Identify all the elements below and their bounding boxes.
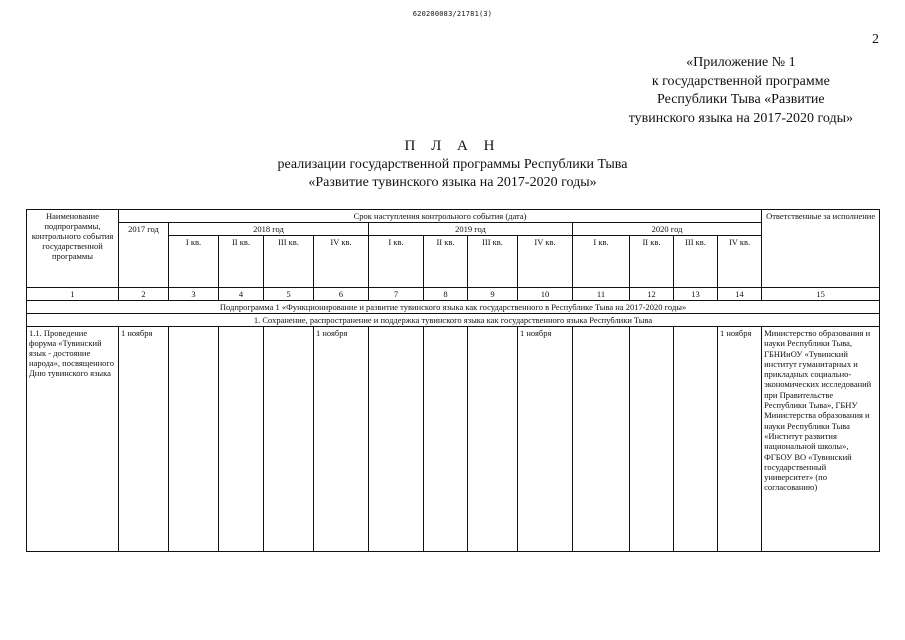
quarter-header: III кв. [264,236,314,288]
column-number: 7 [369,288,424,301]
empty-cell [219,327,264,552]
quarter-header: II кв. [424,236,468,288]
appendix-heading [629,54,853,128]
quarter-header: I кв. [169,236,219,288]
plan-subtitle [0,156,905,192]
column-number: 1 [27,288,119,301]
deadline-header: Срок наступления контрольного события (дата) [119,210,762,223]
header-row [27,210,880,223]
column-number: 5 [264,288,314,301]
subprogram-title: Подпрограмма 1 «Функционирование и развитие тувинского языка как государственного в Республике Тыва на 2017-2020 годы» [27,301,880,314]
column-number: 14 [718,288,762,301]
plan-subtitle-line: «Развитие тувинского языка на 2017-2020 годы» [308,175,597,190]
quarter-header: I кв. [369,236,424,288]
plan-title: П Л А Н [404,138,501,154]
empty-cell [424,327,468,552]
empty-cell [630,327,674,552]
plan-table [26,209,880,552]
responsible-header: Ответственные за исполнение [762,210,880,288]
quarter-header: IV кв. [518,236,573,288]
quarter-header: II кв. [219,236,264,288]
section-row [27,314,880,327]
column-number: 15 [762,288,880,301]
empty-cell [468,327,518,552]
subprogram-row [27,301,880,314]
empty-cell [573,327,630,552]
column-number: 12 [630,288,674,301]
document-id: 620200083/21781(3) [412,10,493,18]
responsible-parties: Министерство образования и науки Республики Тыва, ГБНИиОУ «Тувинский институт гуманитарных и прикладных социально-экономических исследований при Правительстве Республики Тыва», ГБНУ Министерства образования и науки Республики Тыва «Институт развития национальной школы», ФГБОУ ВО «Тувинский государственный университет» (по согласованию) [762,327,880,552]
appendix-line: Республики Тыва «Развитие [657,92,825,107]
plan-subtitle-line: реализации государственной программы Республики Тыва [277,157,628,172]
column-number: 4 [219,288,264,301]
date-2017: 1 ноября [119,327,169,552]
year-2020-header: 2020 год [573,223,762,236]
year-2017-header: 2017 год [119,223,169,288]
quarter-header: III кв. [674,236,718,288]
event-name: 1.1. Проведение форума «Тувинский язык - достояние народа», посвященного Дню тувинского языка [27,327,119,552]
page-number: 2 [872,32,879,47]
empty-cell [369,327,424,552]
date-2018-q4: 1 ноября [314,327,369,552]
name-column-header: Наименование подпрограммы, контрольного события государственной программы [27,210,119,288]
quarter-header: I кв. [573,236,630,288]
quarter-header: IV кв. [314,236,369,288]
column-number: 10 [518,288,573,301]
appendix-line: «Приложение № 1 [686,55,796,70]
year-2019-header: 2019 год [369,223,573,236]
appendix-line: к государственной программе [651,73,830,89]
empty-cell [264,327,314,552]
column-number: 6 [314,288,369,301]
table-row [27,327,880,552]
date-2020-q4: 1 ноября [718,327,762,552]
column-number: 2 [119,288,169,301]
column-number: 8 [424,288,468,301]
date-2019-q4: 1 ноября [518,327,573,552]
column-number: 3 [169,288,219,301]
quarter-header: III кв. [468,236,518,288]
column-numbers-row [27,288,880,301]
section-title: 1. Сохранение, распространение и поддержка тувинского языка как государственного языка Республики Тыва [27,314,880,327]
appendix-line: тувинского языка на 2017-2020 годы» [628,110,853,126]
years-row [27,223,880,236]
empty-cell [674,327,718,552]
quarter-header: IV кв. [718,236,762,288]
empty-cell [169,327,219,552]
column-number: 13 [674,288,718,301]
column-number: 11 [573,288,630,301]
quarter-header: II кв. [630,236,674,288]
column-number: 9 [468,288,518,301]
year-2018-header: 2018 год [169,223,369,236]
